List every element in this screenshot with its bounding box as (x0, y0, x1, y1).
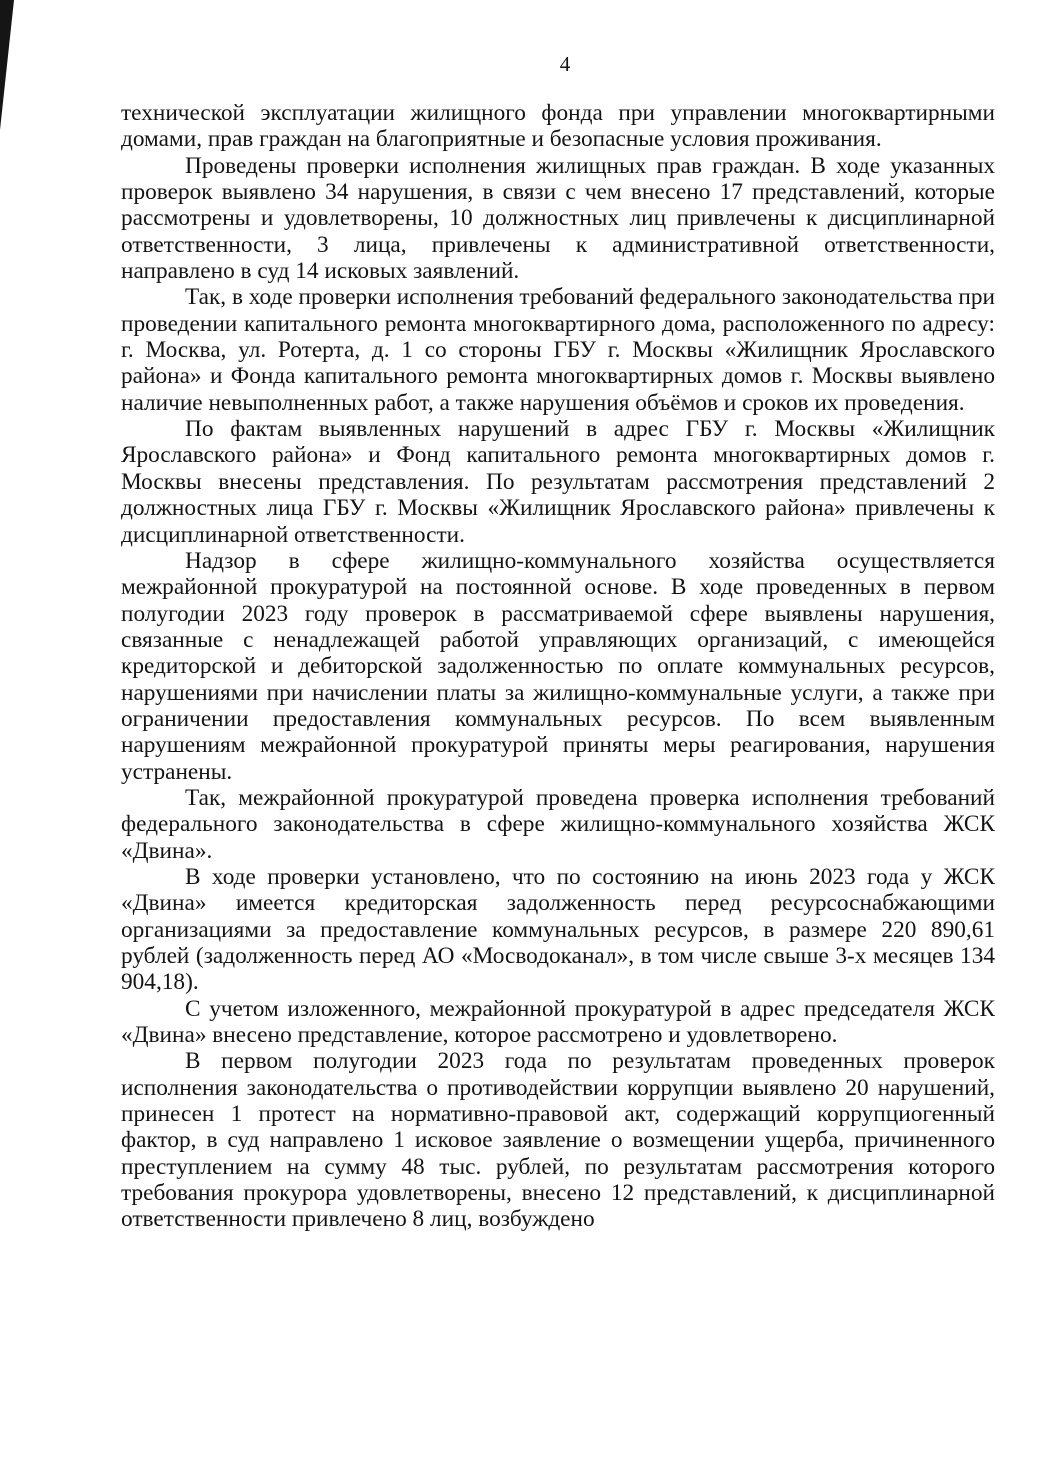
paragraph-housing-rights-checks: Проведены проверки исполнения жилищных прав граждан. В ходе указанных проверок выявлено 34 нарушения, в связи с чем внесено 17 представлений, которые рассмотрены и удовлетворены, 10 должностных лиц привлечены к дисциплинарной ответственности, 3 лица, привлечены к административной ответственности, направлено в суд 14 исковых заявлений. (121, 152, 995, 285)
paragraph-continued: технической эксплуатации жилищного фонда при управлении многоквартирными домами, прав граждан на благоприятные и безопасные условия проживания. (121, 100, 995, 153)
paragraph-debt-finding: В ходе проверки установлено, что по состоянию на июнь 2023 года у ЖСК «Двина» имеется кредиторская задолженность перед ресурсоснабжающими организациями за предоставление коммунальных ресурсов, в размере 220 890,61 рублей (задолженность перед АО «Мосводоканал», в том числе свыше 3-х месяцев 134 904,18). (121, 863, 995, 996)
paragraph-capital-repair-check: Так, в ходе проверки исполнения требований федерального законодательства при проведении капитального ремонта многоквартирного дома, расположенного по адресу: г. Москва, ул. Ротерта, д. 1 со стороны ГБУ г. Москвы «Жилищник Ярославского района» и Фонда капитального ремонта многоквартирных домов г. Москвы выявлено наличие невыполненных работ, а также нарушения объёмов и сроков их проведения. (121, 284, 995, 416)
paragraph-anticorruption: В первом полугодии 2023 года по результатам проведенных проверок исполнения законодательства о противодействии коррупции выявлено 20 нарушений, принесен 1 протест на нормативно-правовой акт, содержащий коррупциогенный фактор, в суд направлено 1 исковое заявление о возмещении ущерба, причиненного преступлением на сумму 48 тыс. рублей, по результатам рассмотрения которого требования прокурора удовлетворены, внесено 12 представлений, к дисциплинарной ответственности привлечено 8 лиц, возбуждено (121, 1048, 995, 1233)
paragraph-zhsk-check: Так, межрайонной прокуратурой проведена проверка исполнения требований федерального законодательства в сфере жилищно-коммунального хозяйства ЖСК «Двина». (121, 784, 995, 864)
paragraph-representation: С учетом изложенного, межрайонной прокуратурой в адрес председателя ЖСК «Двина» внесено представление, которое рассмотрено и удовлетворено. (121, 995, 995, 1049)
document-body (121, 100, 995, 1233)
page-number: 4 (559, 52, 571, 76)
paragraph-violations-response: По фактам выявленных нарушений в адрес ГБУ г. Москвы «Жилищник Ярославского района» и Фонд капитального ремонта многоквартирных домов г. Москвы внесены представления. По результатам рассмотрения представлений 2 должностных лица ГБУ г. Москвы «Жилищник Ярославского района» привлечены к дисциплинарной ответственности. (121, 416, 995, 548)
paragraph-utilities-oversight: Надзор в сфере жилищно-коммунального хозяйства осуществляется межрайонной прокуратурой на постоянной основе. В ходе проведенных в первом полугодии 2023 году проверок в рассматриваемой сфере выявлены нарушения, связанные с ненадлежащей работой управляющих организаций, с имеющейся кредиторской и дебиторской задолженностью по оплате коммунальных ресурсов, нарушениями при начислении платы за жилищно-коммунальные услуги, а также при ограничении предоставления коммунальных ресурсов. По всем выявленным нарушениям межрайонной прокуратурой приняты меры реагирования, нарушения устранены. (121, 547, 995, 785)
